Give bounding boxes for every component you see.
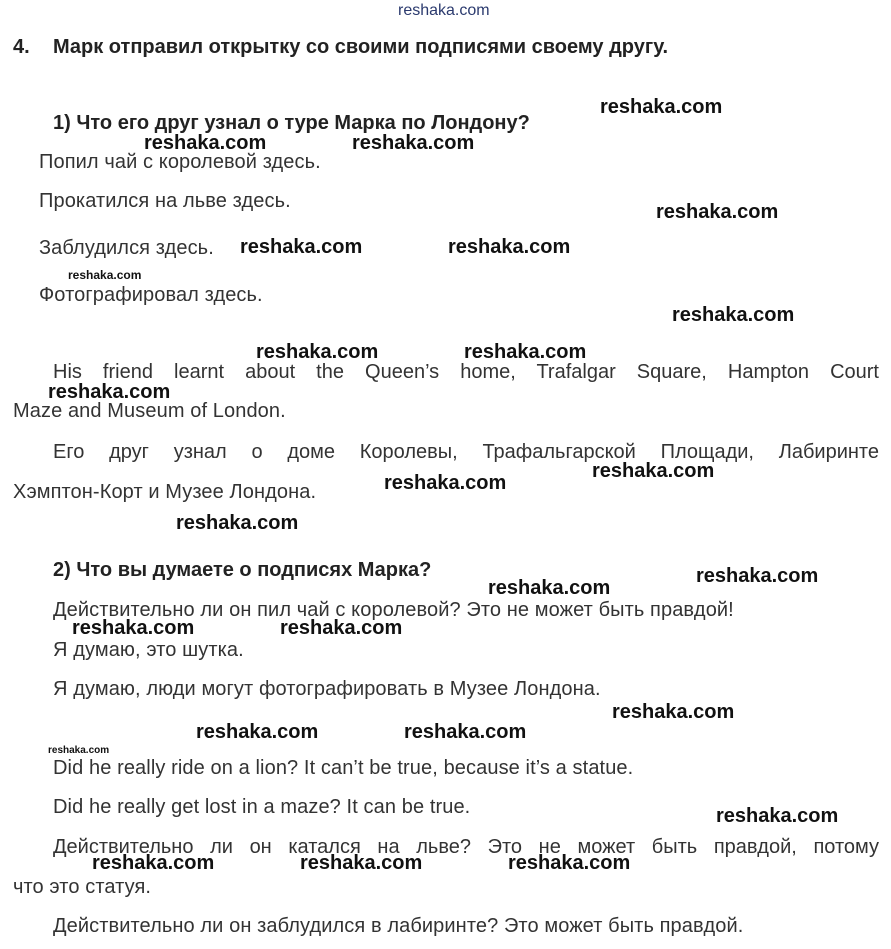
caption-lost: Заблудился здесь. [39, 237, 214, 259]
watermark: reshaka.com [196, 721, 319, 743]
answer-maze-ru: Действительно ли он заблудился в лабиринте? Это может быть правдой. [53, 915, 744, 937]
answer-en-line-2: Maze and Museum of London. [13, 400, 286, 422]
watermark: reshaka.com [280, 617, 403, 639]
watermark-small: reshaka.com [68, 268, 142, 282]
answer-lion-ru-line-2: что это статуя. [13, 876, 152, 898]
answer-joke: Я думаю, это шутка. [53, 639, 244, 661]
answer-lion-en: Did he really ride on a lion? It can’t be true, because it’s a statue. [53, 757, 634, 779]
watermark: reshaka.com [384, 472, 507, 494]
task-title: Марк отправил открытку со своими подписями своему другу. [53, 36, 669, 58]
answer-ru-line-1: Его друг узнал о доме Королевы, Трафальгарской Площади, Лабиринте [53, 441, 879, 463]
watermark: reshaka.com [300, 852, 423, 874]
watermark: reshaka.com [672, 304, 795, 326]
watermark: reshaka.com [508, 852, 631, 874]
watermark: reshaka.com [716, 805, 839, 827]
question-1-heading: 1) Что его друг узнал о туре Марка по Лондону? [53, 112, 530, 134]
watermark-small: reshaka.com [48, 745, 110, 756]
task-number: 4. [13, 36, 30, 58]
answer-museum: Я думаю, люди могут фотографировать в Музее Лондона. [53, 678, 601, 700]
watermark: reshaka.com [600, 96, 723, 118]
watermark: reshaka.com [176, 512, 299, 534]
watermark: reshaka.com [612, 701, 735, 723]
caption-tea: Попил чай с королевой здесь. [39, 151, 321, 173]
watermark: reshaka.com [92, 852, 215, 874]
watermark: reshaka.com [592, 460, 715, 482]
answer-maze-en: Did he really get lost in a maze? It can be true. [53, 796, 471, 818]
answer-lion-ru-line-1: Действительно ли он катался на льве? Это не может быть правдой, потому [53, 836, 879, 858]
watermark: reshaka.com [352, 132, 475, 154]
caption-lion: Прокатился на льве здесь. [39, 190, 291, 212]
answer-tea-question: Действительно ли он пил чай с королевой? Это не может быть правдой! [53, 599, 734, 621]
watermark: reshaka.com [488, 577, 611, 599]
watermark: reshaka.com [48, 381, 171, 403]
question-2-heading: 2) Что вы думаете о подписях Марка? [53, 559, 432, 581]
watermark: reshaka.com [404, 721, 527, 743]
watermark: reshaka.com [256, 341, 379, 363]
watermark: reshaka.com [696, 565, 819, 587]
watermark: reshaka.com [448, 236, 571, 258]
watermark-top: reshaka.com [398, 2, 490, 19]
watermark: reshaka.com [464, 341, 587, 363]
caption-photo: Фотографировал здесь. [39, 284, 263, 306]
answer-ru-line-2: Хэмптон-Корт и Музее Лондона. [13, 481, 317, 503]
watermark: reshaka.com [240, 236, 363, 258]
watermark: reshaka.com [144, 132, 267, 154]
watermark: reshaka.com [656, 201, 779, 223]
answer-en-line-1: His friend learnt about the Queen’s home, Trafalgar Square, Hampton Court [53, 361, 879, 383]
watermark: reshaka.com [72, 617, 195, 639]
